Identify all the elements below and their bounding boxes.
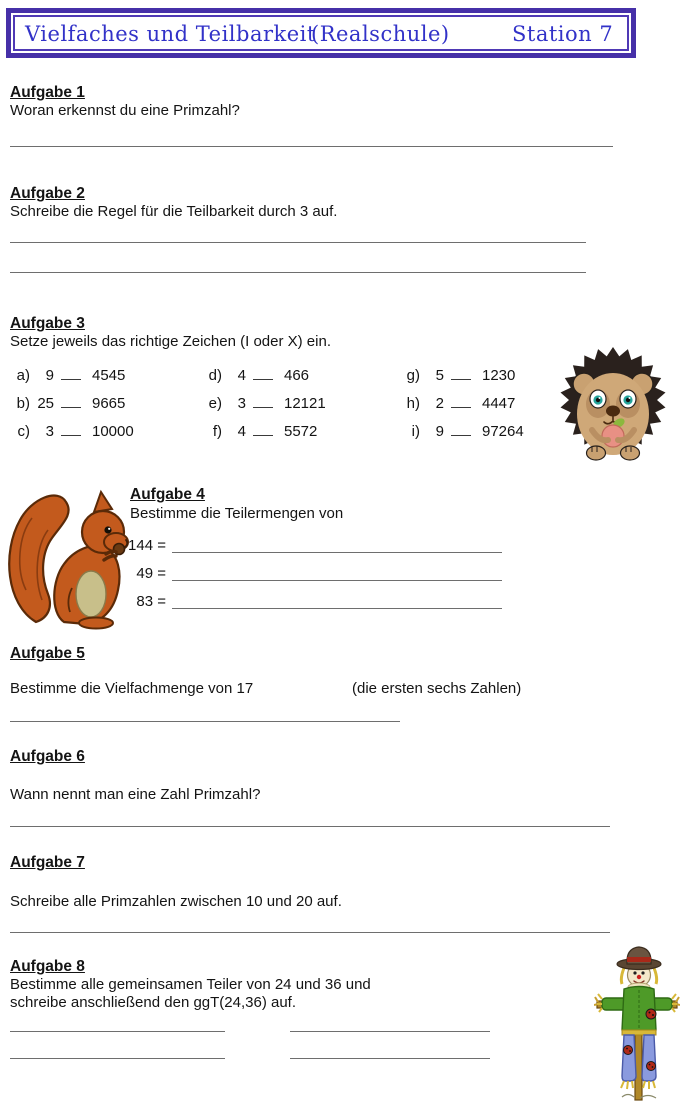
header-inner-border (13, 15, 629, 51)
task-4-heading: Aufgabe 4 (130, 486, 205, 503)
item-number: 12121 (284, 395, 326, 412)
task-7-heading: Aufgabe 7 (10, 854, 85, 871)
item-divisor: 4 (237, 423, 246, 440)
answer-line (10, 721, 400, 722)
item-label: b) (16, 395, 30, 412)
task-3-column-3 (400, 366, 524, 450)
divisibility-item (10, 366, 134, 394)
worksheet-station: Station 7 (512, 22, 614, 46)
item-number: 97264 (482, 423, 524, 440)
task-3-text: Setze jeweils das richtige Zeichen (I oder X) ein. (10, 333, 331, 350)
item-divisor: 9 (435, 423, 444, 440)
task-2-text: Schreibe die Regel für die Teilbarkeit durch 3 auf. (10, 203, 338, 220)
squirrel-clipart-icon (2, 480, 134, 630)
item-number: 4545 (92, 367, 126, 384)
task-6-heading: Aufgabe 6 (10, 748, 85, 765)
answer-line (290, 1031, 490, 1032)
item-divisor: 4 (237, 367, 246, 384)
item-divisor: 9 (45, 367, 54, 384)
item-label: c) (17, 423, 30, 440)
answer-line (10, 826, 610, 827)
hedgehog-clipart-icon (558, 338, 668, 466)
task-8-text-line-1: Bestimme alle gemeinsamen Teiler von 24 und 36 und (10, 976, 371, 993)
item-number: 5572 (284, 423, 318, 440)
scarecrow-clipart-icon (594, 942, 680, 1102)
answer-line (10, 932, 610, 933)
item-divisor: 3 (237, 395, 246, 412)
divisibility-item (400, 394, 524, 422)
worksheet-title: Vielfaches und Teilbarkeit (25, 22, 316, 46)
divisibility-item (10, 394, 134, 422)
answer-line (172, 580, 502, 581)
item-label: a) (16, 367, 30, 384)
item-divisor: 2 (435, 395, 444, 412)
answer-blank (61, 394, 81, 408)
answer-line (10, 146, 613, 147)
task-4-row-label: 83 = (136, 593, 166, 610)
answer-line (290, 1058, 490, 1059)
answer-line (10, 1031, 225, 1032)
task-5-text: Bestimme die Vielfachmenge von 17 (10, 680, 254, 697)
answer-line (10, 242, 586, 243)
divisibility-item (202, 366, 326, 394)
item-label: h) (406, 395, 420, 412)
header-box (6, 8, 636, 58)
answer-blank (451, 394, 471, 408)
divisibility-item (10, 422, 134, 450)
worksheet-subtitle: (Realschule) (311, 22, 450, 46)
task-5-heading: Aufgabe 5 (10, 645, 85, 662)
item-divisor: 5 (435, 367, 444, 384)
answer-line (172, 608, 502, 609)
task-2-heading: Aufgabe 2 (10, 185, 85, 202)
task-4-row-label: 49 = (136, 565, 166, 582)
answer-blank (61, 366, 81, 380)
task-8-text-line-2: schreibe anschließend den ggT(24,36) auf. (10, 994, 297, 1011)
task-5-note: (die ersten sechs Zahlen) (352, 680, 522, 697)
item-label: e) (208, 395, 222, 412)
item-number: 4447 (482, 395, 516, 412)
item-label: i) (411, 423, 420, 440)
task-7-text: Schreibe alle Primzahlen zwischen 10 und 20 auf. (10, 893, 342, 910)
answer-blank (61, 422, 81, 436)
task-4-row-label: 144 = (128, 537, 166, 554)
task-8-heading: Aufgabe 8 (10, 958, 85, 975)
divisibility-item (202, 422, 326, 450)
task-4-text: Bestimme die Teilermengen von (130, 505, 344, 522)
item-divisor: 25 (37, 395, 54, 412)
answer-blank (253, 366, 273, 380)
item-divisor: 3 (45, 423, 54, 440)
divisibility-item (400, 422, 524, 450)
item-number: 466 (284, 367, 310, 384)
task-1-text: Woran erkennst du eine Primzahl? (10, 102, 240, 119)
task-3-column-2 (202, 366, 326, 450)
divisibility-item (202, 394, 326, 422)
item-number: 1230 (482, 367, 516, 384)
item-label: d) (208, 367, 222, 384)
answer-line (10, 272, 586, 273)
item-label: f) (212, 423, 222, 440)
answer-blank (451, 366, 471, 380)
item-label: g) (406, 367, 420, 384)
divisibility-item (400, 366, 524, 394)
answer-blank (451, 422, 471, 436)
task-3-column-1 (10, 366, 134, 450)
answer-line (10, 1058, 225, 1059)
task-3-heading: Aufgabe 3 (10, 315, 85, 332)
task-6-text: Wann nennt man eine Zahl Primzahl? (10, 786, 261, 803)
item-number: 9665 (92, 395, 126, 412)
answer-line (172, 552, 502, 553)
task-1-heading: Aufgabe 1 (10, 84, 85, 101)
answer-blank (253, 422, 273, 436)
item-number: 10000 (92, 423, 134, 440)
answer-blank (253, 394, 273, 408)
